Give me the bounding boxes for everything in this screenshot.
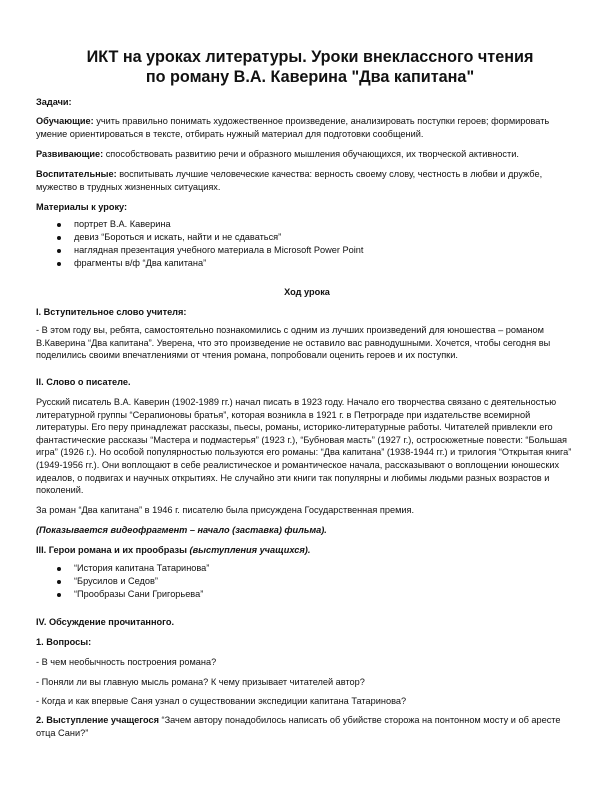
section-4-heading: IV. Обсуждение прочитанного. <box>36 617 175 627</box>
heroes-list <box>36 562 556 601</box>
tasks-heading: Задачи: <box>36 97 72 107</box>
teaching-label: Обучающие: <box>36 116 94 126</box>
student-text: “Зачем автору понадобилось написать об убийстве сторожа на понтонном мосту и об аресте отца Сани?” <box>36 715 561 738</box>
list-item: портрет В.А. Каверина <box>36 218 556 231</box>
student-speech <box>36 714 578 739</box>
question-item: - Поняли ли вы главную мысль романа? К чему призывает читателей автор? <box>36 677 365 687</box>
question-item: - В чем необычность построения романа? <box>36 657 217 667</box>
list-item: наглядная презентация учебного материала в Microsoft Power Point <box>36 244 556 257</box>
educational-text: воспитывать лучшие человеческие качества: верность своему слову, честность в любви и дружбе, мужество в трудных жизненных ситуациях. <box>36 169 543 192</box>
title-line-2: по роману В.А. Каверина "Два капитана" <box>145 68 475 86</box>
materials-list <box>36 218 556 270</box>
document-title <box>40 47 580 87</box>
section-2-heading: II. Слово о писателе. <box>36 377 131 387</box>
title-line-1: ИКТ на уроках литературы. Уроки внеклассного чтения <box>86 48 534 66</box>
developing-text: способствовать развитию речи и образного мышления обучающихся, их творческой активности. <box>103 149 519 159</box>
student-label: 2. Выступление учащегося <box>36 715 159 725</box>
list-item: “Брусилов и Седов” <box>36 575 556 588</box>
list-item: “Прообразы Сани Григорьева” <box>36 588 556 601</box>
questions-heading: 1. Вопросы: <box>36 637 92 647</box>
developing-label: Развивающие: <box>36 149 104 159</box>
teaching-goals <box>36 115 578 140</box>
lesson-heading: Ход урока <box>284 287 330 297</box>
teaching-text: учить правильно понимать художественное произведение, анализировать поступки героев; формировать умение ориентироваться в тексте, отбирать нужный материал для подготовки сообщений. <box>36 116 550 139</box>
materials-heading: Материалы к уроку: <box>36 202 128 212</box>
educational-label: Воспитательные: <box>36 169 117 179</box>
section-1-text: - В этом году вы, ребята, самостоятельно познакомились с одним из лучших произведений для юношества – романом В.Каверина “Два капитана”. Уверена, что это произведение не оставило вас равнодушными. Хочется, чтобы сегодня вы поделились своими впечатлениями от чтения романа, попробовали оценить героев и их поступки. <box>36 325 551 361</box>
section-3-heading <box>36 544 578 557</box>
list-item: фрагменты в/ф “Два капитана” <box>36 257 556 270</box>
question-item: - Когда и как впервые Саня узнал о существовании экспедиции капитана Татаринова? <box>36 696 407 706</box>
educational-goals <box>36 168 578 193</box>
section-2-text: Русский писатель В.А. Каверин (1902-1989 гг.) начал писать в 1923 году. Начало его творчества связано с деятельностью литературной группы “Серапионовы братья”, которая возникла в 1921 г. в Петрограде при издательстве всемирной литературы. Его перу принадлежат рассказы, пьесы, романы, историко-литературные работы. Читателей привлекли его фантастические рассказы “Мастера и подмастерья” (1923 г.), “Бубновая масть” (1927 г.), остросюжетные повести: “Большая игра” (1926 г.). Но особой популярностью пользуются его романы: “Два капитана” (1938-1944 гг.) и трилогия “Открытая книга” (1949-1956 гг.). Они воплощают в себе реалистическое и романтическое начала, рассказывают о воплощении юношеских идеалов, о подвигах и научных открытиях. Не случайно эти книги так популярны и любимы людьми разных возрастов и поколений. <box>36 397 572 496</box>
list-item: девиз “Бороться и искать, найти и не сдаваться” <box>36 231 556 244</box>
prize-text: За роман “Два капитана” в 1946 г. писателю была присуждена Государственная премия. <box>36 505 415 515</box>
section-3-title: III. Герои романа и их прообразы <box>36 545 187 555</box>
list-item: “История капитана Татаринова” <box>36 562 556 575</box>
section-1-heading: I. Вступительное слово учителя: <box>36 307 187 317</box>
video-note: (Показывается видеофрагмент – начало (заставка) фильма). <box>36 525 327 535</box>
developing-goals <box>36 148 578 161</box>
section-3-note: (выступления учащихся). <box>186 545 311 555</box>
